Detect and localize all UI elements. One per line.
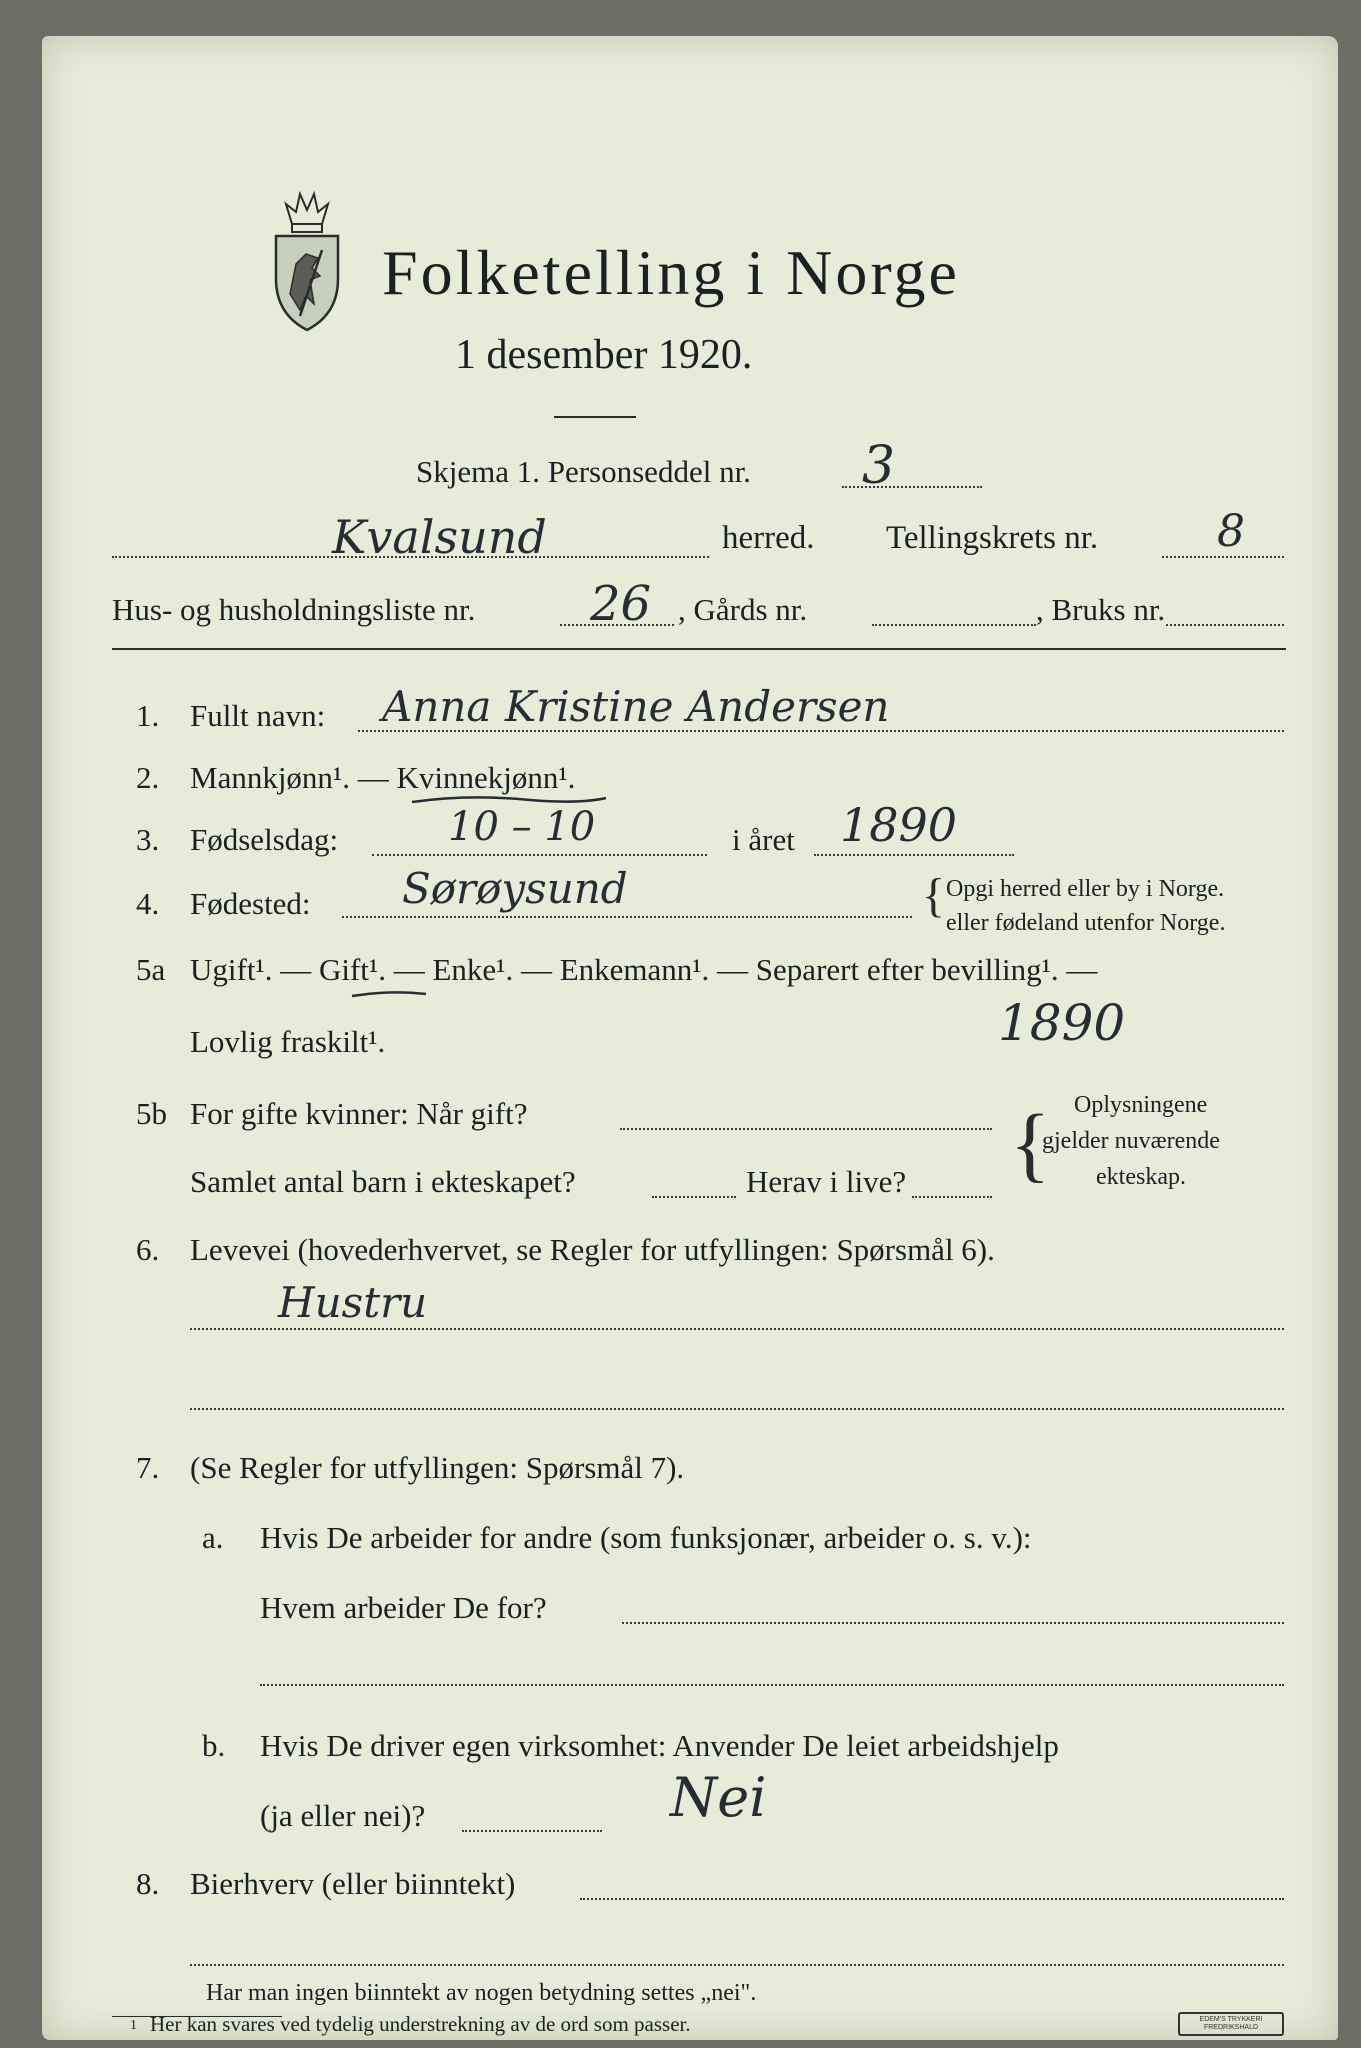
form-title: Folketelling i Norge (382, 237, 960, 308)
occupation-value[interactable]: Hustru (278, 1278, 428, 1327)
bruks-label: , Bruks nr. (1036, 592, 1166, 627)
q7-label: (Se Regler for utfyllingen: Spørsmål 7). (190, 1450, 685, 1485)
norwegian-coat-of-arms-icon (270, 184, 344, 334)
q2-number: 2. (136, 760, 160, 795)
q8-number: 8. (136, 1866, 160, 1901)
herred-label: herred. (722, 520, 815, 556)
q5a-label-2: Lovlig fraskilt¹. (190, 1024, 386, 1059)
birthdate-value[interactable]: 10 – 10 (448, 804, 596, 850)
q6-number: 6. (136, 1232, 160, 1267)
q5b-number: 5b (136, 1096, 167, 1131)
footnote-marker: 1 (130, 2018, 137, 2033)
q8-note: Har man ingen biinntekt av nogen betydning settes „nei". (206, 1980, 757, 2006)
q3-label: Fødselsdag: (190, 822, 339, 857)
q5b-label-2: Samlet antal barn i ekteskapet? (190, 1164, 576, 1199)
q2-label: Mannkjønn¹. — Kvinnekjønn¹. (190, 760, 576, 795)
q1-number: 1. (136, 698, 160, 733)
q7a-label-2: Hvem arbeider De for? (260, 1590, 547, 1625)
full-name-value[interactable]: Anna Kristine Andersen (382, 682, 890, 731)
q5b-label-3: Herav i live? (746, 1164, 907, 1199)
gards-label: , Gårds nr. (678, 592, 808, 627)
q5b-label: For gifte kvinner: Når gift? (190, 1096, 528, 1131)
personseddel-number[interactable]: 3 (862, 436, 896, 496)
census-date: 1 desember 1920. (455, 332, 753, 378)
q5a-number: 5a (136, 952, 166, 987)
birthyear-value[interactable]: 1890 (840, 798, 958, 852)
q4-brace: { (922, 869, 946, 922)
census-form-page (42, 36, 1338, 2040)
q7-number: 7. (136, 1450, 160, 1485)
schema-label: Skjema 1. Personseddel nr. (416, 454, 751, 489)
hired-help-value[interactable]: Nei (670, 1766, 767, 1829)
q5b-note-1: Oplysningene (1074, 1092, 1208, 1118)
tellingskrets-label: Tellingskrets nr. (886, 520, 1099, 556)
q7b-number: b. (202, 1728, 226, 1763)
title-divider (554, 416, 636, 418)
q7a-number: a. (202, 1520, 224, 1555)
marital-status-underline (350, 988, 430, 1004)
q5a-label: Ugift¹. — Gift¹. — Enke¹. — Enkemann¹. — Separert efter bevilling¹. — (190, 952, 1098, 987)
printer-stamp: EDEM'S TRYKKERI FREDRIKSHALD (1178, 2012, 1284, 2036)
q4-note-2: eller fødeland utenfor Norge. (946, 910, 1226, 936)
q3-number: 3. (136, 822, 160, 857)
q6-label: Levevei (hovederhvervet, se Regler for utfyllingen: Spørsmål 6). (190, 1232, 995, 1267)
q4-note-1: Opgi herred eller by i Norge. (946, 876, 1225, 902)
q4-label: Fødested: (190, 886, 311, 921)
footnote-text: Her kan svares ved tydelig understrekning av de ord som passer. (150, 2012, 691, 2036)
herred-value[interactable]: Kvalsund (332, 510, 547, 564)
q7b-label: Hvis De driver egen virksomhet: Anvender De leiet arbeidshjelp (260, 1728, 1059, 1763)
q4-number: 4. (136, 886, 160, 921)
tellingskrets-value[interactable]: 8 (1217, 506, 1245, 557)
q7a-label: Hvis De arbeider for andre (som funksjonær, arbeider o. s. v.): (260, 1520, 1032, 1555)
q5b-brace: { (1010, 1098, 1051, 1191)
marriage-year-margin[interactable]: 1890 (998, 994, 1126, 1052)
q5b-note-2: gjelder nuværende (1042, 1128, 1220, 1154)
q1-label: Fullt navn: (190, 698, 326, 733)
q8-label: Bierhverv (eller biinntekt) (190, 1866, 516, 1901)
q3-year-label: i året (732, 822, 795, 857)
husliste-value[interactable]: 26 (590, 576, 652, 632)
section-divider (112, 648, 1286, 650)
husliste-label: Hus- og husholdningsliste nr. (112, 592, 476, 627)
q5b-note-3: ekteskap. (1096, 1164, 1186, 1190)
q7b-label-2: (ja eller nei)? (260, 1798, 426, 1833)
birthplace-value[interactable]: Sørøysund (402, 864, 628, 913)
